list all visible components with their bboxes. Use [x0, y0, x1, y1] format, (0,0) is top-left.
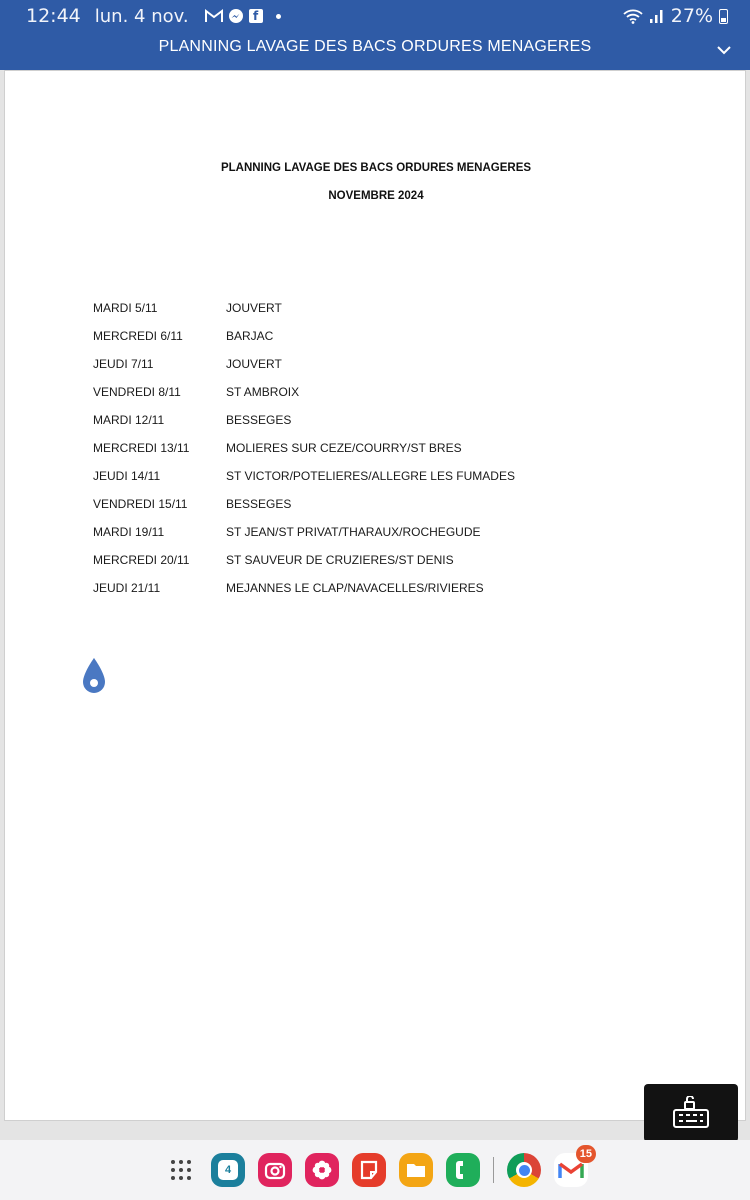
battery-percent: 27% — [670, 5, 713, 27]
app-dock — [0, 1140, 750, 1200]
schedule-row — [93, 525, 653, 553]
dock-items — [164, 1148, 592, 1188]
schedule-row — [93, 301, 653, 329]
gmail-badge: 15 — [576, 1145, 596, 1163]
notes-icon[interactable] — [352, 1153, 386, 1187]
schedule-place: MEJANNES LE CLAP/NAVACELLES/RIVIERES — [226, 581, 484, 595]
facebook-icon: f — [249, 9, 263, 23]
status-time: 12:44 — [26, 5, 81, 27]
schedule-place: JOUVERT — [226, 301, 282, 315]
schedule-day: VENDREDI 15/11 — [93, 497, 188, 511]
schedule-place: BESSEGES — [226, 497, 292, 511]
document-title: PLANNING LAVAGE DES BACS ORDURES MENAGERES — [158, 38, 592, 55]
signal-icon — [649, 8, 665, 24]
chrome-icon[interactable] — [507, 1153, 541, 1187]
schedule-day: JEUDI 21/11 — [93, 581, 161, 595]
document-page[interactable] — [4, 70, 746, 1121]
status-bar-left — [26, 4, 281, 28]
schedule-row — [93, 553, 653, 581]
schedule-place: MOLIERES SUR CEZE/COURRY/ST BRES — [226, 441, 462, 455]
schedule-row — [93, 413, 653, 441]
text-cursor-drop-handle[interactable] — [81, 657, 107, 695]
schedule-day: MERCREDI 6/11 — [93, 329, 183, 343]
schedule-row — [93, 581, 653, 609]
schedule-day: MARDI 19/11 — [93, 525, 165, 539]
wifi-icon — [623, 8, 643, 24]
calendar-icon[interactable] — [211, 1153, 245, 1187]
schedule-day: MERCREDI 13/11 — [93, 441, 190, 455]
schedule-row — [93, 469, 653, 497]
app-drawer-icon[interactable] — [164, 1153, 198, 1187]
dock-divider — [493, 1157, 494, 1183]
more-notifications-dot — [276, 14, 281, 19]
schedule-place: ST SAUVEUR DE CRUZIERES/ST DENIS — [226, 553, 454, 567]
schedule-day: MARDI 12/11 — [93, 413, 165, 427]
notification-icons — [205, 8, 281, 24]
schedule-row — [93, 357, 653, 385]
schedule-row — [93, 497, 653, 525]
schedule-row — [93, 329, 653, 357]
gmail-icon[interactable] — [554, 1148, 592, 1187]
top-bar — [0, 0, 750, 70]
schedule-day: JEUDI 14/11 — [93, 469, 161, 483]
schedule-place: ST JEAN/ST PRIVAT/THARAUX/ROCHEGUDE — [226, 525, 481, 539]
schedule-row — [93, 385, 653, 413]
schedule-day: MARDI 5/11 — [93, 301, 158, 315]
keyboard-toggle-button[interactable] — [644, 1084, 738, 1142]
messenger-icon — [228, 8, 244, 24]
status-bar-right — [623, 4, 728, 28]
schedule-place: BARJAC — [226, 329, 274, 343]
schedule-day: VENDREDI 8/11 — [93, 385, 181, 399]
document-heading: PLANNING LAVAGE DES BACS ORDURES MENAGERES — [220, 162, 532, 174]
keyboard-icon — [671, 1096, 711, 1130]
phone-icon[interactable] — [446, 1153, 480, 1187]
schedule-table — [93, 301, 653, 609]
schedule-place: JOUVERT — [226, 357, 282, 371]
camera-icon[interactable] — [258, 1153, 292, 1187]
battery-icon — [719, 9, 728, 24]
chevron-down-icon[interactable] — [716, 42, 732, 58]
schedule-day: MERCREDI 20/11 — [93, 553, 190, 567]
schedule-place: BESSEGES — [226, 413, 292, 427]
calendar-day: 4 — [218, 1160, 238, 1180]
schedule-place: ST VICTOR/POTELIERES/ALLEGRE LES FUMADES — [226, 469, 515, 483]
files-icon[interactable] — [399, 1153, 433, 1187]
status-date: lun. 4 nov. — [94, 5, 189, 27]
schedule-row — [93, 441, 653, 469]
gallery-icon[interactable] — [305, 1153, 339, 1187]
document-subheading: NOVEMBRE 2024 — [328, 190, 424, 202]
gmail-icon — [205, 9, 223, 23]
schedule-place: ST AMBROIX — [226, 385, 300, 399]
schedule-day: JEUDI 7/11 — [93, 357, 154, 371]
